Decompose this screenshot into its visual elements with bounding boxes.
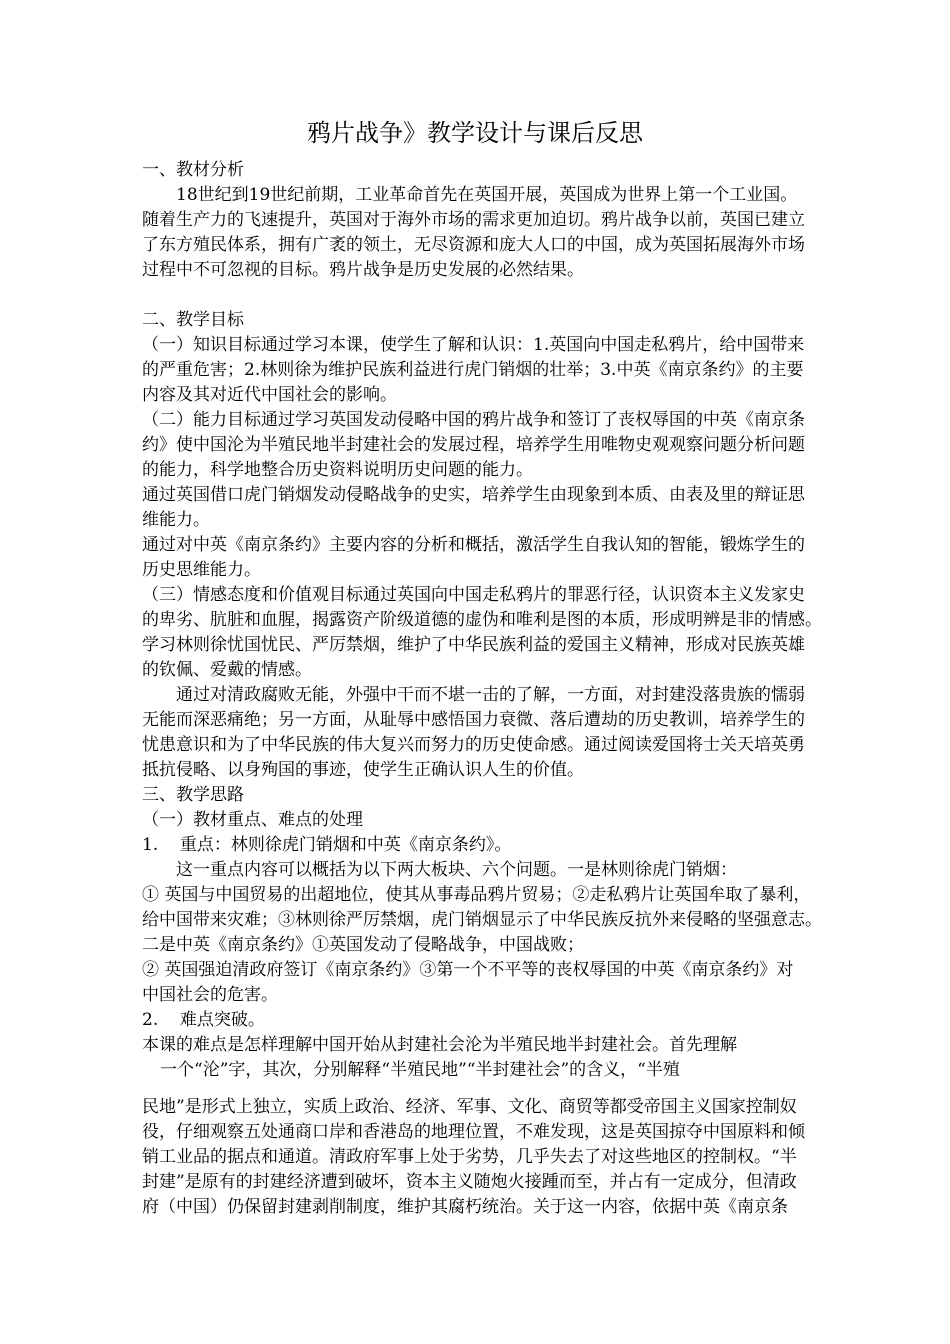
section-heading-teaching-approach: 三、教学思路 <box>142 785 244 805</box>
paragraph-line: 役，仔细观察五处通商口岸和香港岛的地理位置，不难发现，这是英国掠夺中国原料和倾 <box>142 1122 805 1142</box>
paragraph-line: （三）情感态度和价值观目标通过英国向中国走私鸦片的罪恶行径，认识资本主义发家史 <box>142 585 805 605</box>
paragraph-line: ① 英国与中国贸易的出超地位，使其从事毒品鸦片贸易；②走私鸦片让英国牟取了暴利， <box>142 885 811 905</box>
paragraph-line: 18世纪到19世纪前期，工业革命首先在英国开展，英国成为世界上第一个工业国。 <box>176 185 798 205</box>
paragraph-line: 抵抗侵略、以身殉国的事迹，使学生正确认识人生的价值。 <box>142 760 584 780</box>
paragraph-line: 历史思维能力。 <box>142 560 261 580</box>
blank-line <box>142 283 894 308</box>
paragraph-line: 一个“沦”字，其次，分别解释“半殖民地”“半封建社会”的含义，“半殖 <box>160 1060 680 1080</box>
paragraph-line: 过程中不可忽视的目标。鸦片战争是历史发展的必然结果。 <box>142 260 584 280</box>
paragraph-line: 给中国带来灾难；③林则徐严厉禁烟，虎门销烟显示了中华民族反抗外来侵略的坚强意志。 <box>142 910 822 930</box>
paragraph-line: 的严重危害；2.林则徐为维护民族利益进行虎门销烟的壮举；3.中英《南京条约》的主要 <box>142 360 804 380</box>
paragraph-line: 维能力。 <box>142 510 210 530</box>
paragraph-line: 约》使中国沦为半殖民地半封建社会的发展过程，培养学生用唯物史观观察问题分析问题 <box>142 435 805 455</box>
paragraph-line: 府（中国）仍保留封建剥削制度，维护其腐朽统治。关于这一内容，依据中英《南京条 <box>142 1197 788 1217</box>
paragraph-line: 的卑劣、肮脏和血腥，揭露资产阶级道德的虚伪和唯利是图的本质，形成明辨是非的情感。 <box>142 610 822 630</box>
numbered-item-difficulty: 2. 难点突破。 <box>142 1010 265 1030</box>
section-heading-textbook-analysis: 一、教材分析 <box>142 160 244 180</box>
paragraph-line: 中国社会的危害。 <box>142 985 278 1005</box>
paragraph-line: 通过对中英《南京条约》主要内容的分析和概括，激活学生自我认知的智能，锻炼学生的 <box>142 535 805 555</box>
document-title: 鸦片战争》教学设计与课后反思 <box>307 119 643 147</box>
paragraph-line: ② 英国强迫清政府签订《南京条约》③第一个不平等的丧权辱国的中英《南京条约》对 <box>142 960 794 980</box>
paragraph-line: 内容及其对近代中国社会的影响。 <box>142 385 397 405</box>
paragraph-line: 通过英国借口虎门销烟发动侵略战争的史实，培养学生由现象到本质、由表及里的辩证思 <box>142 485 805 505</box>
paragraph-line: 民地”是形式上独立，实质上政治、经济、军事、文化、商贸等都受帝国主义国家控制奴 <box>142 1097 797 1117</box>
paragraph-line: 二是中英《南京条约》①英国发动了侵略战争，中国战败； <box>142 935 584 955</box>
paragraph-line: 这一重点内容可以概括为以下两大板块、六个问题。一是林则徐虎门销烟： <box>176 860 737 880</box>
paragraph-line: 的钦佩、爱戴的情感。 <box>142 660 312 680</box>
paragraph-line: 随着生产力的飞速提升，英国对于海外市场的需求更加迫切。鸦片战争以前，英国已建立 <box>142 210 805 230</box>
document-body <box>142 158 894 1220</box>
paragraph-line: 销工业品的据点和通道。清政府军事上处于劣势，几乎失去了对这些地区的控制权。“半 <box>142 1147 797 1167</box>
paragraph-line: 封建”是原有的封建经济遭到破坏，资本主义随炮火接踵而至，并占有一定成分，但清政 <box>142 1172 797 1192</box>
numbered-item-key-points: 1. 重点：林则徐虎门销烟和中英《南京条约》。 <box>142 835 512 855</box>
subsection-heading: （一）教材重点、难点的处理 <box>142 810 363 830</box>
paragraph-line: 了东方殖民体系，拥有广袤的领土，无尽资源和庞大人口的中国，成为英国拓展海外市场 <box>142 235 805 255</box>
paragraph-line: （一）知识目标通过学习本课，使学生了解和认识：1.英国向中国走私鸦片，给中国带来 <box>142 335 805 355</box>
paragraph-line: 本课的难点是怎样理解中国开始从封建社会沦为半殖民地半封建社会。首先理解 <box>142 1035 737 1055</box>
paragraph-line: 忧患意识和为了中华民族的伟大复兴而努力的历史使命感。通过阅读爱国将士关天培英勇 <box>142 735 805 755</box>
paragraph-line: 无能而深恶痛绝；另一方面，从耻辱中感悟国力衰微、落后遭劫的历史教训，培养学生的 <box>142 710 805 730</box>
blank-line <box>142 1083 894 1095</box>
paragraph-line: 的能力，科学地整合历史资料说明历史问题的能力。 <box>142 460 533 480</box>
section-heading-teaching-goals: 二、教学目标 <box>142 310 244 330</box>
paragraph-line: （二）能力目标通过学习英国发动侵略中国的鸦片战争和签订了丧权辱国的中英《南京条 <box>142 410 805 430</box>
paragraph-line: 学习林则徐忧国忧民、严厉禁烟，维护了中华民族利益的爱国主义精神，形成对民族英雄 <box>142 635 805 655</box>
paragraph-line: 通过对清政腐败无能，外强中干而不堪一击的了解，一方面，对封建没落贵族的懦弱 <box>176 685 805 705</box>
